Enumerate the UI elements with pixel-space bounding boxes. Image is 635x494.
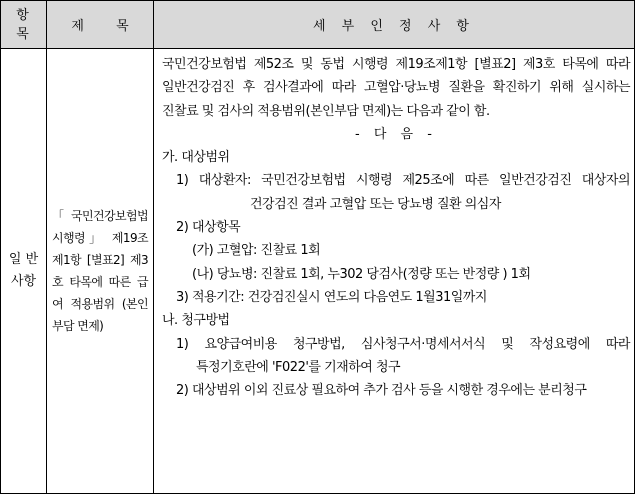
table-header-row [1, 1, 635, 49]
section-a-item-2-ga: (가) 고혈압: 진찰료 1회 [192, 243, 321, 259]
section-a-item-1: 1) 대상환자: 국민건강보험법 시행령 제25조에 따른 일반건강검진 대상자의 건강검진 결과 고혈압 또는 당뇨병 질환 의심자 [176, 173, 630, 212]
header-item-label: 항 목 [16, 7, 31, 42]
section-a-item-2-na: (나) 당뇨병: 진찰료 1회, 누302 당검사(정량 또는 반정량 ) 1회 [192, 266, 531, 282]
section-b-item-2: 2) 대상범위 이외 진료상 필요하여 추가 검사 등을 시행한 경우에는 분리청구 [176, 383, 587, 399]
header-item [1, 1, 47, 49]
below-heading: - 다 음 - [355, 126, 437, 142]
section-a-item-2: 2) 대상항목 [176, 220, 241, 236]
item-text: 일 반 사항 [8, 252, 39, 289]
section-b-item-1: 1) 요양급여비용 청구방법, 심사청구서·명세서서식 및 작성요령에 따라 특정기호란에 'F022'를 기재하여 청구 [176, 336, 630, 375]
section-a-heading: 가. 대상범위 [162, 150, 230, 166]
intro-paragraph: 국민건강보험법 제52조 및 동법 시행령 제19조제1항 [별표2] 제3호 타목에 따라 일반건강검진 후 검사결과에 따라 고혈압·당뇨병 질환을 확진하기 위해 실시하는 진찰료 및 검사의 적용범위(본인부담 면제)는 다음과 같이 함. [162, 57, 630, 119]
subject-text: 「국민건강보험법 시행령」 제19조 제1항 [별표2] 제3호 타목에 따른 급여 적용범위 (본인부담 면제) [52, 209, 148, 333]
subject-cell [47, 49, 154, 494]
section-a-item-3: 3) 적용기간: 건강검진실시 연도의 다음연도 1월31일까지 [176, 289, 487, 305]
section-b-heading: 나. 청구방법 [162, 313, 230, 329]
header-subject [47, 1, 154, 49]
header-subject-label: 제 목 [71, 19, 143, 34]
item-cell [1, 49, 47, 494]
table-row [1, 49, 635, 494]
header-detail [154, 1, 635, 49]
detail-cell [154, 49, 635, 494]
header-detail-label: 세 부 인 정 사 항 [312, 19, 475, 34]
